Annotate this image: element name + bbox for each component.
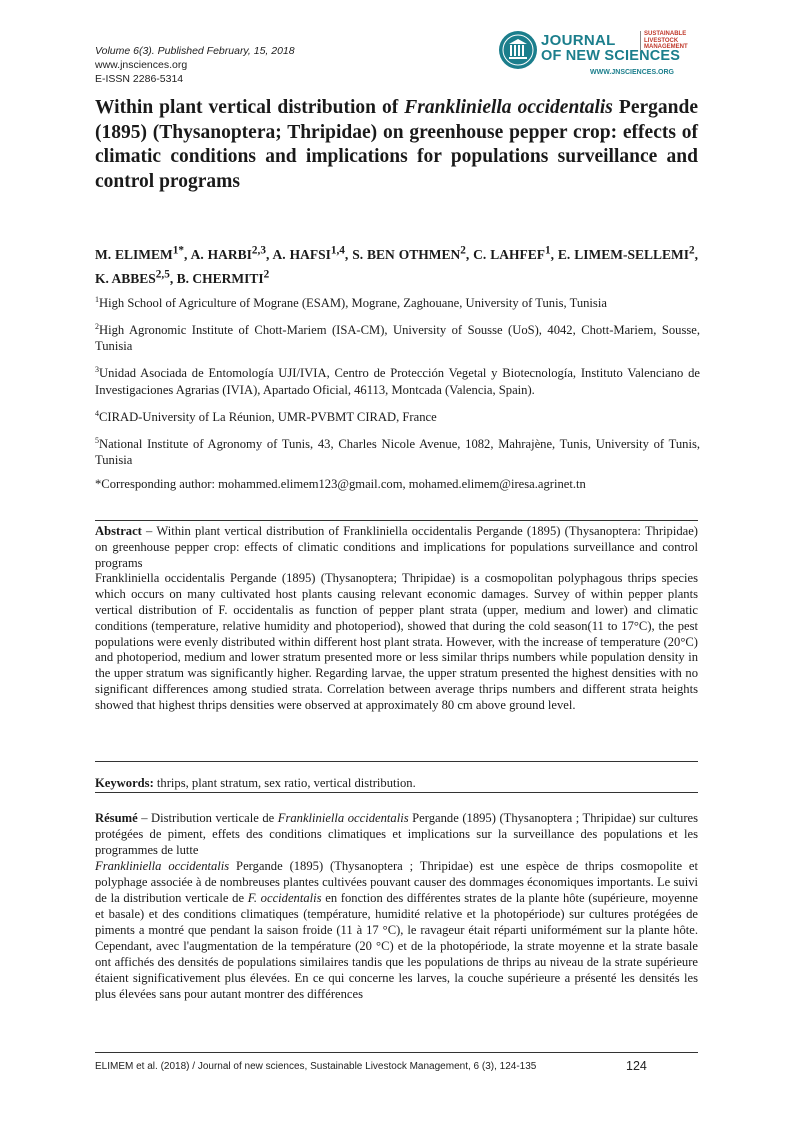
- title-species: Frankliniella occidentalis: [404, 97, 613, 118]
- affiliations: [95, 292, 700, 500]
- author: A. HARBI$^{2,3}$,: [190, 244, 273, 262]
- resume-heading: Résumé – Distribution verticale de Frankliniella occidentalis Pergande (1895) (Thysanoptera ; Thripidae) sur cultures protégées de piment, effets des conditions climatiques et implications sur la surveillance des populations et les programmes de lutte: [95, 811, 698, 857]
- volume-line: Volume 6(3). Published February, 15, 2018: [95, 45, 295, 57]
- logo-subtitle: SUSTAINABLE LIVESTOCK MANAGEMENT: [640, 31, 706, 51]
- affiliation-item: $^1$High School of Agriculture of Mograne (ESAM), Mograne, Zaghouane, University of Tunis, Tunisia: [95, 295, 607, 311]
- logo-new-sciences-text: OF NEW SCIENCES: [541, 48, 681, 64]
- author: B. CHERMITI$^2$: [176, 268, 270, 286]
- journal-header-meta: [95, 44, 425, 86]
- affiliation-item: $^3$Unidad Asociada de Entomología UJI/IVIA, Centro de Protección Vegetal y Biotecnología, Instituto Valenciano de Investigaciones Agrarias (IVIA), Apartado Oficial, 46113, Montcada (Valencia, Spain).: [95, 365, 700, 397]
- affiliation-item: $^2$High Agronomic Institute of Chott-Mariem (ISA-CM), University of Sousse (UoS), 4042, Chott-Mariem, Sousse, Tunisia: [95, 322, 700, 354]
- keywords-text: thrips, plant stratum, sex ratio, vertical distribution.: [153, 776, 416, 790]
- author-list: [95, 240, 698, 289]
- article-title: [95, 96, 698, 194]
- abstract-heading-text: – Within plant vertical distribution of Frankliniella occidentalis Pergande (1895) (Thysanoptera: Thripidae) on greenhouse pepper crop: effects of climatic conditions and implications for populations surveillance and control programs: [95, 524, 698, 570]
- website-line: www.jnsciences.org: [95, 59, 188, 71]
- author: A. HAFSI$^{1,4}$,: [272, 244, 353, 262]
- affiliation-item: $^5$National Institute of Agronomy of Tunis, 43, Charles Nicole Avenue, 1082, Mahrajène, Tunis, University of Tunis, Tunisia: [95, 435, 700, 467]
- eissn-line: E-ISSN 2286-5314: [95, 73, 184, 85]
- keywords-line: [95, 776, 698, 793]
- abstract-body: Frankliniella occidentalis Pergande (1895) (Thysanoptera; Thripidae) is a cosmopolitan polyphagous thrips species which occurs on many cultivated host plants causing relevant economic damages. Survey of within pepper plants vertical distribution of F. occidentalis as function of pepper plant strata (upper, medium and lower) and climatic conditions (temperature, relative humidity and photoperiod), showed that during the cold season(11 to 17°C), the pest populations were evenly distributed within different host plant strata. However, with the increase of temperature (20°C) and photoperiod, medium and lower stratum presented more or less similar thrips numbers while population density in the upper stratum was significantly higher. Regarding larvae, the upper stratum presented the highest densities with no significant differences among studied strata. Correlation between average thrips numbers and different strata heights showed that highest thrips densities were observed at approximately 80 cm above ground level.: [95, 571, 698, 712]
- page-number: 124: [626, 1059, 647, 1073]
- journal-emblem-icon: [498, 30, 538, 70]
- footer-divider: [95, 1052, 698, 1053]
- resume-section: [95, 810, 698, 1002]
- resume-body: Frankliniella occidentalis Pergande (1895) (Thysanoptera ; Thripidae) est une espèce de thrips cosmopolite et polyphage associée à de nombreuses plantes cultivées pouvant causer des dommages économiques importants. Le suivi de la distribution verticale de F. occidentalis en fonction des différentes strates de la plante hôte (supérieure, moyenne et basale) et des conditions climatiques (température, humidité relative et la photopériode) sur cultures protégées de piments a montré que pendant la saison froide (11 à 17 °C), le ravageur était réparti uniformément sur la plante hôte. Cependant, avec l'augmentation de la température (20 °C) et de la photopériode, la strate moyenne et la strate basale ont affichés des densités de populations similaires tandis que les populations de thrips au niveau de la strate supérieure étaient significativement plus élevées. En ce qui concerne les larves, la couche supérieure a présenté les densités les plus élevées sans pour autant montrer des différences: [95, 859, 698, 1001]
- author: K. ABBES$^{2,5}$,: [95, 268, 177, 286]
- author: C. LAHFEF$^1$,: [473, 244, 558, 262]
- logo-url: WWW.JNSCIENCES.ORG: [590, 69, 675, 76]
- author: E. LIMEM-SELLEMI$^2$,: [557, 244, 698, 262]
- abstract-section: [95, 520, 698, 762]
- keywords-label: Keywords:: [95, 776, 154, 790]
- author: M. $ELIMEM^{1*}$,: [95, 244, 191, 262]
- abstract-label: Abstract: [95, 524, 142, 538]
- author: S. BEN OTHMEN$^2$,: [352, 244, 474, 262]
- footer-citation: ELIMEM et al. (2018) / Journal of new sciences, Sustainable Livestock Management, 6 (3), 124-135: [95, 1061, 537, 1072]
- abstract-heading: [95, 524, 698, 571]
- resume-label: Résumé: [95, 811, 138, 825]
- logo-journal-text: JOURNAL: [541, 32, 616, 49]
- title-part1: Within plant vertical distribution of: [95, 97, 405, 118]
- journal-logo: [498, 24, 703, 84]
- affiliation-item: $^4$CIRAD-University of La Réunion, UMR-PVBMT CIRAD, France: [95, 408, 437, 424]
- title-part2: Pergande (1895) (Thysanoptera; Thripidae) on greenhouse pepper crop: effects of climatic conditions and implications for populations surveillance and control programs: [95, 97, 698, 192]
- corresponding-author: *Corresponding author: mohammed.elimem123@gmail.com, mohamed.elimem@iresa.agrinet.tn: [95, 476, 586, 491]
